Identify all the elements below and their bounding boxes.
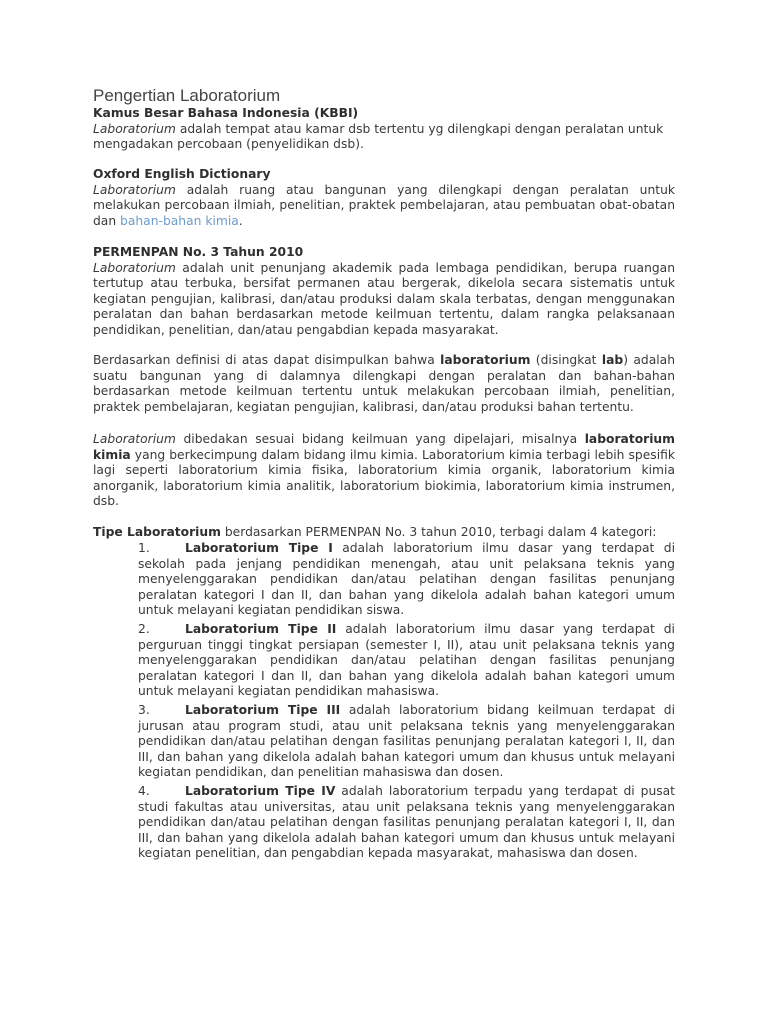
permenpan-heading: PERMENPAN No. 3 Tahun 2010 bbox=[93, 245, 304, 259]
list-item bbox=[138, 703, 675, 781]
oxford-text: adalah ruang atau bangunan yang dilengkapi dengan peralatan untuk melakukan percobaan ilmiah, penelitian, praktek pembelajaran, atau pembuatan obat-obatan dan bbox=[93, 182, 675, 228]
kinds-term: Laboratorium bbox=[93, 432, 176, 446]
list-item-text: adalah laboratorium bidang keilmuan terdapat di jurusan atau program studi, atau unit pelaksana teknis yang menyelenggarakan pendidikan dan/atau pelatihan dengan fasilitas penunjang peralatan kategori I, II, dan III, dan bahan yang dikelola adalah bahan kategori umum dan khusus untuk melayani kegiatan pendidikan, dan penelitian mahasiswa dan dosen. bbox=[138, 703, 675, 779]
conclusion-abbr-lab: lab bbox=[601, 353, 624, 367]
bahan-kimia-link[interactable]: bahan-bahan kimia bbox=[120, 213, 239, 228]
permenpan-definition bbox=[93, 261, 675, 339]
list-item bbox=[138, 622, 675, 700]
list-item-number: 2. bbox=[138, 622, 150, 636]
list-item bbox=[138, 784, 675, 862]
conclusion-text-a: Berdasarkan definisi di atas dapat disimpulkan bahwa bbox=[93, 353, 441, 367]
oxford-definition bbox=[93, 183, 675, 230]
permenpan-section bbox=[93, 245, 675, 338]
kbbi-section bbox=[93, 106, 675, 153]
list-item-name: Laboratorium Tipe I bbox=[185, 541, 333, 555]
list-item bbox=[138, 541, 675, 619]
list-item-name: Laboratorium Tipe III bbox=[185, 703, 341, 717]
kinds-text-c: yang berkecimpung dalam bidang ilmu kimia. Laboratorium kimia terbagi lebih spesifik lagi seperti laboratorium kimia fisika, laboratorium kimia organik, laboratorium kimia anorganik, laboratorium kimia analitik, laboratorium biokimia, laboratorium kimia instrumen, dsb. bbox=[93, 447, 675, 508]
kinds-text-a: dibedakan sesuai bidang keilmuan yang dipelajari, misalnya bbox=[175, 432, 585, 446]
oxford-term: Laboratorium bbox=[93, 182, 176, 197]
permenpan-text: adalah unit penunjang akademik pada lembaga pendidikan, berupa ruangan tertutup atau terbuka, bersifat permanen atau bergerak, dikelola secara sistematis untuk kegiatan pengujian, kalibrasi, dan/atau produksi dalam skala terbatas, dengan menggunakan peralatan dan bahan berdasarkan metode keilmuan tertentu, dalam rangka pelaksanaan pendidikan, penelitian, dan/atau pengabdian kepada masyarakat. bbox=[93, 260, 675, 337]
oxford-end: . bbox=[238, 213, 243, 228]
list-item-number: 1. bbox=[138, 541, 150, 555]
list-item-number: 4. bbox=[138, 784, 150, 798]
list-item-name: Laboratorium Tipe II bbox=[185, 622, 337, 636]
kbbi-definition bbox=[93, 122, 675, 153]
conclusion-paragraph bbox=[93, 353, 675, 415]
oxford-section bbox=[93, 167, 675, 229]
conclusion-text-e: ) adalah suatu bangunan yang di dalamnya dilengkapi dengan peralatan dan bahan-bahan berdasarkan metode keilmuan tertentu untuk melakukan percobaan ilmiah, penelitian, praktek pembelajaran, kegiatan pengujian, kalibrasi, dan/atau produksi bahan tertentu. bbox=[93, 353, 675, 414]
permenpan-term: Laboratorium bbox=[93, 260, 176, 275]
types-lead-rest: berdasarkan PERMENPAN No. 3 tahun 2010, terbagi dalam 4 kategori: bbox=[220, 525, 657, 539]
conclusion-term-lab: laboratorium bbox=[440, 353, 531, 367]
page-title: Pengertian Laboratorium bbox=[93, 86, 281, 105]
list-item-text: adalah laboratorium ilmu dasar yang terdapat di perguruan tinggi tingkat persiapan (semester I, II), atau unit pelaksana teknis yang menyelenggarakan pendidikan dan/atau pelatihan dengan fasilitas penunjang peralatan kategori I dan II, dan bahan yang dikelola adalah bahan kategori umum untuk melayani kegiatan pendidikan mahasiswa. bbox=[138, 622, 675, 698]
list-item-text: adalah laboratorium terpadu yang terdapat di pusat studi fakultas atau universitas, atau unit pelaksana teknis yang menyelenggarakan pendidikan dan/atau pelatihan dengan fasilitas penunjang peralatan kategori I, II, dan III, dan bahan yang dikelola adalah bahan kategori umum dan khusus untuk melayani kegiatan penelitian, dan pengabdian kepada masyarakat, mahasiswa dan dosen. bbox=[138, 784, 675, 860]
oxford-heading: Oxford English Dictionary bbox=[93, 167, 271, 181]
conclusion-text-c: (disingkat bbox=[530, 353, 602, 367]
list-item-number: 3. bbox=[138, 703, 150, 717]
kbbi-heading: Kamus Besar Bahasa Indonesia (KBBI) bbox=[93, 106, 359, 120]
list-item-text: adalah laboratorium ilmu dasar yang terdapat di sekolah pada jenjang pendidikan menengah, atau unit pelaksana teknis yang menyelenggarakan pendidikan dan/atau pelatihan dengan fasilitas penunjang peralatan kategori I dan II, dan bahan yang dikelola adalah bahan kategori umum untuk melayani kegiatan pendidikan siswa. bbox=[138, 541, 675, 617]
kbbi-text: adalah tempat atau kamar dsb tertentu yg dilengkapi dengan peralatan untuk mengadakan percobaan (penyelidikan dsb). bbox=[93, 121, 664, 151]
types-intro bbox=[93, 525, 675, 541]
list-item-name: Laboratorium Tipe IV bbox=[185, 784, 336, 798]
kbbi-term: Laboratorium bbox=[93, 121, 176, 136]
kinds-paragraph bbox=[93, 432, 675, 510]
kinds-term-kimia: laboratorium kimia bbox=[93, 432, 675, 462]
types-lead: Tipe Laboratorium bbox=[93, 525, 221, 539]
